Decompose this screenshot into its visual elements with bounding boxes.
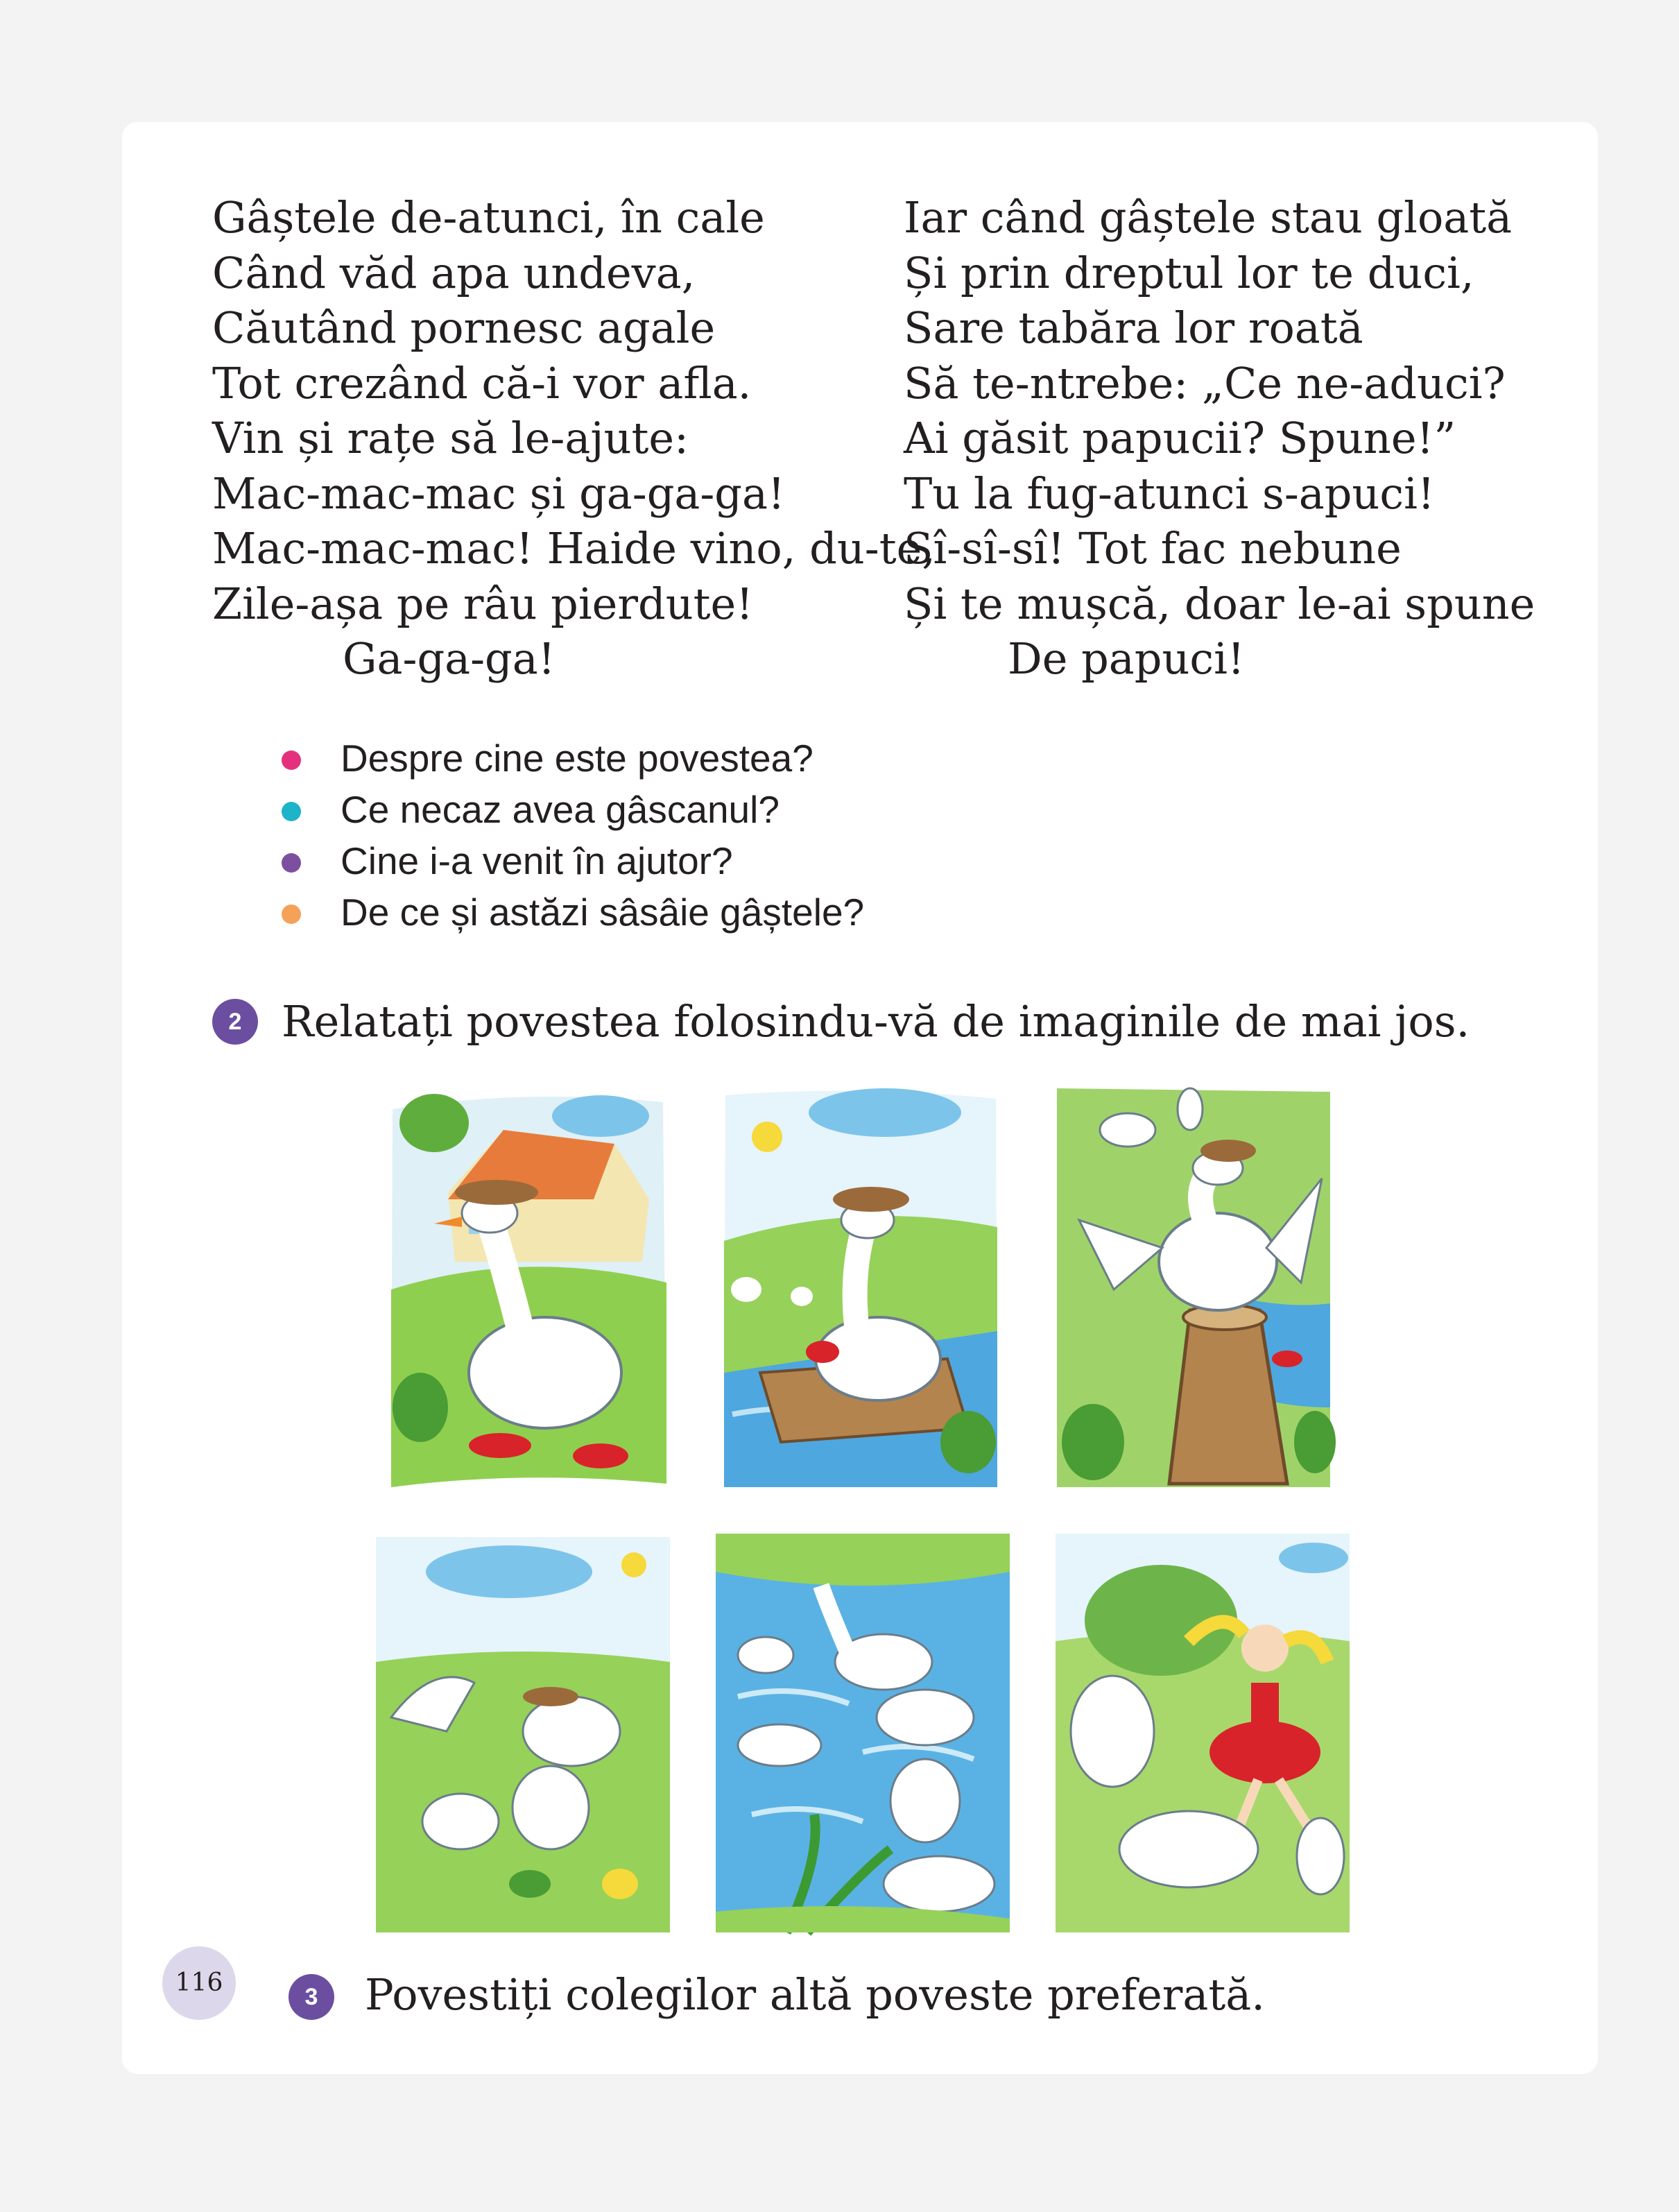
poem-line: Tu la fug-atunci s-apuci! [904,468,1435,519]
question-text: De ce și astăzi sâsâie gâștele? [341,891,865,934]
task-number-badge: 2 [212,999,258,1045]
pink-bullet-icon [282,751,301,770]
poem-line: Zile-așa pe râu pierdute! [212,578,754,629]
question-text: Despre cine este povestea? [341,737,813,780]
task-instruction: Relatați povestea folosindu-vă de imaginile de mai jos. [282,996,1470,1047]
poem-line: Și prin dreptul lor te duci, [904,247,1474,298]
page-number-badge: 116 [162,1946,236,2020]
poem-line: Sare tabăra lor roată [904,302,1363,353]
poem-line: Ai găsit papucii? Spune!” [904,413,1456,463]
purple-bullet-icon [282,853,301,873]
poem-line: Tot crezând că-i vor afla. [212,357,752,409]
poem-refrain: De papuci! [1008,633,1245,684]
poem-line: Când văd apa undeva, [212,247,696,298]
task-2 [212,997,1530,1046]
illustration-goose-at-house [386,1081,670,1489]
textbook-page [122,122,1598,2074]
poem-line: Mac-mac-mac și ga-ga-ga! [212,468,785,519]
poem-line: Iar când gâștele stau gloată [904,192,1513,243]
poem-refrain: Ga-ga-ga! [343,633,556,684]
poem-line: Să te-ntrebe: „Ce ne-aduci? [904,357,1506,409]
task-number-badge: 3 [289,1974,334,2020]
poem-right-stanza [904,190,1535,687]
illustration-geese-in-meadow [370,1523,675,1938]
question-text: Cine i-a venit în ajutor? [341,839,733,882]
poem-line: Gâștele de-atunci, în cale [212,192,765,243]
orange-bullet-icon [282,904,301,924]
poem-line: Și te mușcă, doar le-ai spune [904,578,1535,629]
poem-line: Căutând pornesc agale [212,302,716,353]
poem-left-stanza [212,190,936,687]
illustration-goose-on-stump [1051,1081,1336,1489]
poem-line: Sî-sî-sî! Tot fac nebune [904,523,1402,574]
illustration-goose-on-dock [718,1081,1003,1489]
illustration-geese-swimming [710,1523,1015,1938]
question-text: Ce necaz avea gâscanul? [341,788,780,831]
illustration-girl-and-geese [1050,1523,1355,1938]
poem-line: Mac-mac-mac! Haide vino, du-te, [212,523,936,574]
task-instruction: Povestiți colegilor altă poveste preferată. [365,1969,1265,2020]
poem-line: Vin și rațe să le-ajute: [212,413,689,463]
task-3 [289,1969,1265,2020]
cyan-bullet-icon [282,802,301,821]
